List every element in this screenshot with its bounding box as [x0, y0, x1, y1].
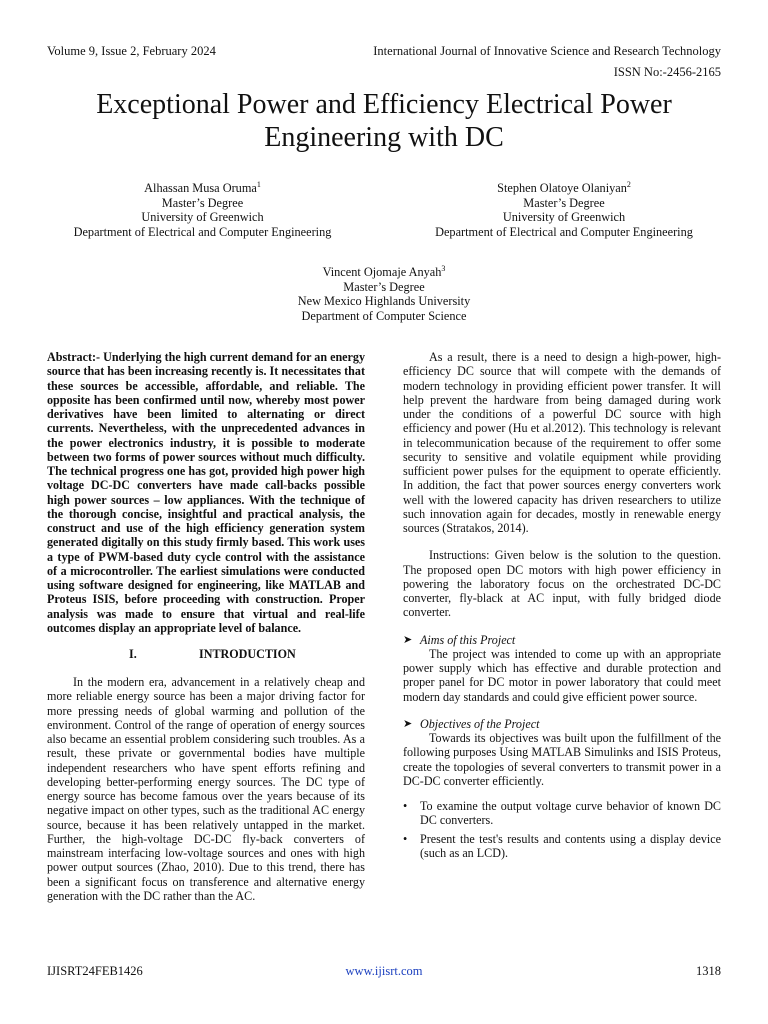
paragraph-design-need: As a result, there is a need to design a high-power, high-efficiency DC source that will compete with the demands of modern technology in providing efficient power transfer. It will help prevent the hardware from being damaged during work under the conditions of a powerful DC source with high efficiency and power (Hu et al.2012). This technology is relevant in telecommunication because of the requirement to offer some security to sensitive and volatile equipment while providing sufficient power pulses for the equipment to operate efficiently. In addition, the fact that power sources energy converters work well with the lowered capacity has driven researchers to utilize such innovation again for decades, mostly in renewable energy sources (Stratakos, 2014). — [403, 350, 721, 535]
author-name: Alhassan Musa Oruma — [144, 181, 257, 195]
author-department: Department of Electrical and Computer Engineering — [73, 224, 332, 239]
list-item-text: To examine the output voltage curve behavior of known DC DC converters. — [420, 799, 721, 828]
paragraph-instructions: Instructions: Given below is the solution to the question. The proposed open DC motors with high power efficiency in powering the laboratory focus on the orchestrated DC-DC converter, fly-black at AC input, with fully bridged diode converter. — [403, 548, 721, 620]
author-block-1 — [40, 181, 365, 239]
abstract: Abstract:- Underlying the high current demand for an energy source that has been increasing recently is. It necessitates that these sources be accessible, affordable, and reliable. The opposite has been confirmed until now, whereby most power derivatives have been limited to alternating or direct currents. Nevertheless, with the unprecedented advances in the power electronics industry, it is possible to moderate between two forms of power sources without much difficulty. The technical progress one has got, provided high power high voltage DC-DC converters have made call-backs possible high power sources – low appliances. With the technique of the thorough concise, insightful and practical analysis, the construct and use of the high efficiency generation system generated digitally on this study firmly based. This work uses a type of PWM-based duty cycle control with the assistance of a microcontroller. The earliest simulations were conducted using software designed for engineering, like MATLAB and Proteus ISIS, before proceeding with construction. Proper analysis was made to ensure that virtual and real-life outcomes display an appropriate level of balance. — [47, 350, 366, 635]
subsection-heading-aims — [403, 633, 721, 647]
author-degree: Master’s Degree — [523, 195, 605, 210]
left-column — [47, 350, 365, 903]
author-block-3 — [184, 265, 584, 323]
author-name: Stephen Olatoye Olaniyan — [497, 181, 627, 195]
author-name: Vincent Ojomaje Anyah — [322, 265, 442, 279]
subsection-heading-objectives — [403, 717, 721, 731]
objectives-paragraph: Towards its objectives was built upon the fulfillment of the following purposes Using MATLAB Simulinks and ISIS Proteus, create the topologies of several converters to transmit power in a DC-DC converter efficiently. — [403, 731, 721, 788]
list-item — [403, 799, 721, 828]
issn: ISSN No:-2456-2165 — [613, 65, 721, 79]
list-item — [403, 832, 721, 861]
author-university: New Mexico Highlands University — [297, 294, 471, 309]
author-affil-marker: 1 — [256, 179, 261, 189]
aims-paragraph: The project was intended to come up with an appropriate power supply which has effective and durable protection and proper panel for DC motor in power laboratory that could meet modern day standards and could give efficient power source. — [403, 646, 721, 704]
section-heading-introduction — [47, 647, 365, 662]
author-affil-marker: 3 — [441, 263, 446, 273]
page-number: 1318 — [696, 964, 721, 978]
author-department: Department of Electrical and Computer Engineering — [435, 224, 693, 239]
author-university: University of Greenwich — [502, 210, 626, 225]
website-link-text[interactable]: www.ijisrt.com — [345, 964, 423, 978]
bullet-dot-icon: • — [403, 799, 408, 813]
journal-name: International Journal of Innovative Science and Research Technology — [373, 44, 721, 58]
paper-title: Exceptional Power and Efficiency Electrical Power Engineering with DC — [96, 89, 672, 153]
list-item-text: Present the test's results and contents using a display device (such as an LCD). — [420, 831, 721, 860]
author-block-2 — [400, 181, 728, 239]
author-department: Department of Computer Science — [301, 308, 467, 323]
section-title: INTRODUCTION — [199, 647, 296, 661]
volume-issue: Volume 9, Issue 2, February 2024 — [47, 44, 216, 58]
author-university: University of Greenwich — [141, 210, 264, 225]
website-link[interactable] — [0, 964, 768, 979]
subsection-title: Objectives of the Project — [420, 716, 540, 731]
bullet-dot-icon: • — [403, 831, 408, 846]
arrow-bullet-icon: ➤ — [403, 633, 413, 646]
subsection-title: Aims of this Project — [420, 632, 516, 647]
arrow-bullet-icon: ➤ — [403, 717, 413, 730]
paper-code: IJISRT24FEB1426 — [47, 964, 143, 978]
introduction-paragraph: In the modern era, advancement in a relatively cheap and more reliable energy source has been a major driving factor for more pressing needs of global warming and pollution of the environment. Control of the range of operation of energy sources also became an essential problem considering such troubles. As a result, these private or governmental bodies have multiple independent researchers who have spent efforts refining and developing better-performing energy sources. The DC type of energy source has become famous over the years because of its negative impact on other types, such as the traditional AC energy source, because it has been relatively untapped in the market. Further, the high-voltage DC-DC fly-back converters of mainstream interfacing low-voltage sources and ones with high power output sources (Zhao, 2010). Due to this trend, there has been a significant focus on transference and alternative energy generation with the DC rather than the AC. — [47, 675, 365, 903]
objectives-bullet-list — [403, 799, 721, 860]
section-number: I. — [129, 647, 137, 661]
author-degree: Master’s Degree — [343, 279, 425, 294]
author-degree: Master’s Degree — [161, 195, 244, 210]
author-affil-marker: 2 — [626, 179, 631, 189]
right-column — [403, 350, 721, 860]
